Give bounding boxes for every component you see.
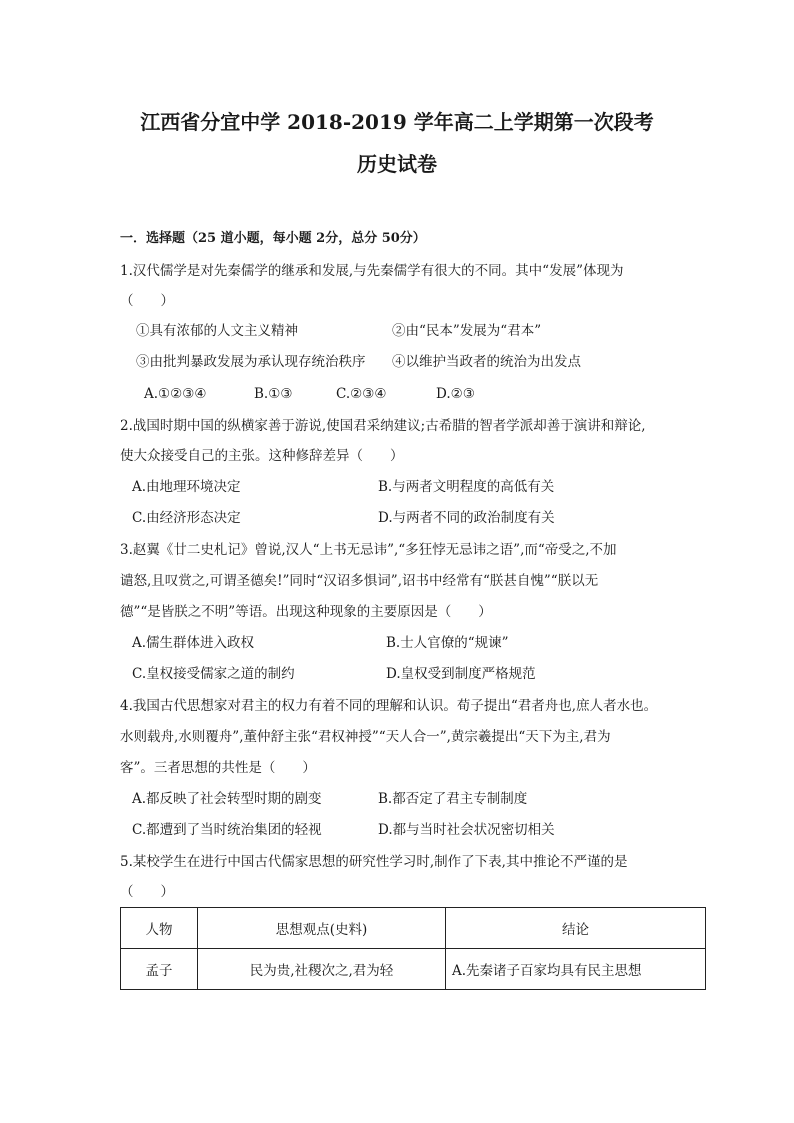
q4-option-b: B.都否定了君主专制制度 xyxy=(378,791,528,807)
q4-stem-line3: 客”。三者思想的共性是（ ） xyxy=(120,760,316,776)
q5-stem-line1: 5.某校学生在进行中国古代儒家思想的研究性学习时,制作了下表,其中推论不严谨的是 xyxy=(120,854,628,870)
q1-option-d: D.②③ xyxy=(436,386,475,402)
q2-option-c: C.由经济形态决定 xyxy=(132,510,241,526)
section-heading: 一．选择题（25 道小题，每小题 2分，总分 50分） xyxy=(120,231,426,246)
table-header-cell: 思想观点(史料) xyxy=(198,908,446,949)
q1-item-4: ④以维护当政者的统治为出发点 xyxy=(392,354,581,370)
table-cell: 民为贵,社稷次之,君为轻 xyxy=(198,949,446,990)
q3-option-a: A.儒生群体进入政权 xyxy=(132,635,255,651)
exam-title-line1: 江西省分宜中学 2018-2019 学年高二上学期第一次段考 xyxy=(140,110,654,134)
table-cell: 孟子 xyxy=(121,949,198,990)
q2-stem-line1: 2.战国时期中国的纵横家善于游说,使国君采纳建议;古希腊的智者学派却善于演讲和辩论, xyxy=(120,418,646,434)
q2-stem-line2: 使大众接受自己的主张。这种修辞差异（ ） xyxy=(120,448,404,464)
q2-option-b: B.与两者文明程度的高低有关 xyxy=(378,479,555,495)
table-header-row xyxy=(121,908,706,949)
q3-option-b: B.士人官僚的“规谏” xyxy=(386,635,509,651)
q5-table xyxy=(120,907,706,990)
q4-option-c: C.都遭到了当时统治集团的轻视 xyxy=(132,822,322,838)
q4-stem-line2: 水则载舟,水则覆舟”,董仲舒主张“君权神授”“天人合一”,黄宗羲提出“天下为主,君为 xyxy=(120,729,611,745)
q1-option-a: A.①②③④ xyxy=(144,386,207,402)
q3-option-d: D.皇权受到制度严格规范 xyxy=(386,666,536,682)
table-header-cell: 人物 xyxy=(121,908,198,949)
q5-stem-line2: （ ） xyxy=(120,884,174,900)
exam-title-line2: 历史试卷 xyxy=(357,152,437,176)
q3-option-c: C.皇权接受儒家之道的制约 xyxy=(132,666,295,682)
q1-item-2: ②由“民本”发展为“君本” xyxy=(392,323,542,339)
q1-stem-line2: （ ） xyxy=(120,293,174,309)
q1-option-b: B.①③ xyxy=(254,386,293,402)
q4-option-a: A.都反映了社会转型时期的剧变 xyxy=(132,791,322,807)
q1-item-1: ①具有浓郁的人文主义精神 xyxy=(136,323,298,339)
q4-stem-line1: 4.我国古代思想家对君主的权力有着不同的理解和认识。荀子提出“君者舟也,庶人者水也。 xyxy=(120,698,658,714)
table-row xyxy=(121,949,706,990)
table-header-cell: 结论 xyxy=(446,908,706,949)
q3-stem-line2: 谴怒,且叹赏之,可谓圣德矣!”同时“汉诏多惧词”,诏书中经常有“朕甚自愧”“朕以无 xyxy=(120,573,599,589)
q1-stem-line1: 1.汉代儒学是对先秦儒学的继承和发展,与先秦儒学有很大的不同。其中“发展”体现为 xyxy=(120,263,624,279)
q2-option-a: A.由地理环境决定 xyxy=(132,479,241,495)
q2-option-d: D.与两者不同的政治制度有关 xyxy=(378,510,555,526)
q1-item-3: ③由批判暴政发展为承认现存统治秩序 xyxy=(136,354,366,370)
q1-option-c: C.②③④ xyxy=(336,386,387,402)
table-cell: A.先秦诸子百家均具有民主思想 xyxy=(446,949,706,990)
q3-stem-line3: 德”“是皆朕之不明”等语。出现这种现象的主要原因是（ ） xyxy=(120,604,492,620)
q4-option-d: D.都与当时社会状况密切相关 xyxy=(378,822,555,838)
q3-stem-line1: 3.赵翼《廿二史札记》曾说,汉人“上书无忌讳”,“多狂悖无忌讳之语”,而“帝受之,不加 xyxy=(120,542,617,558)
